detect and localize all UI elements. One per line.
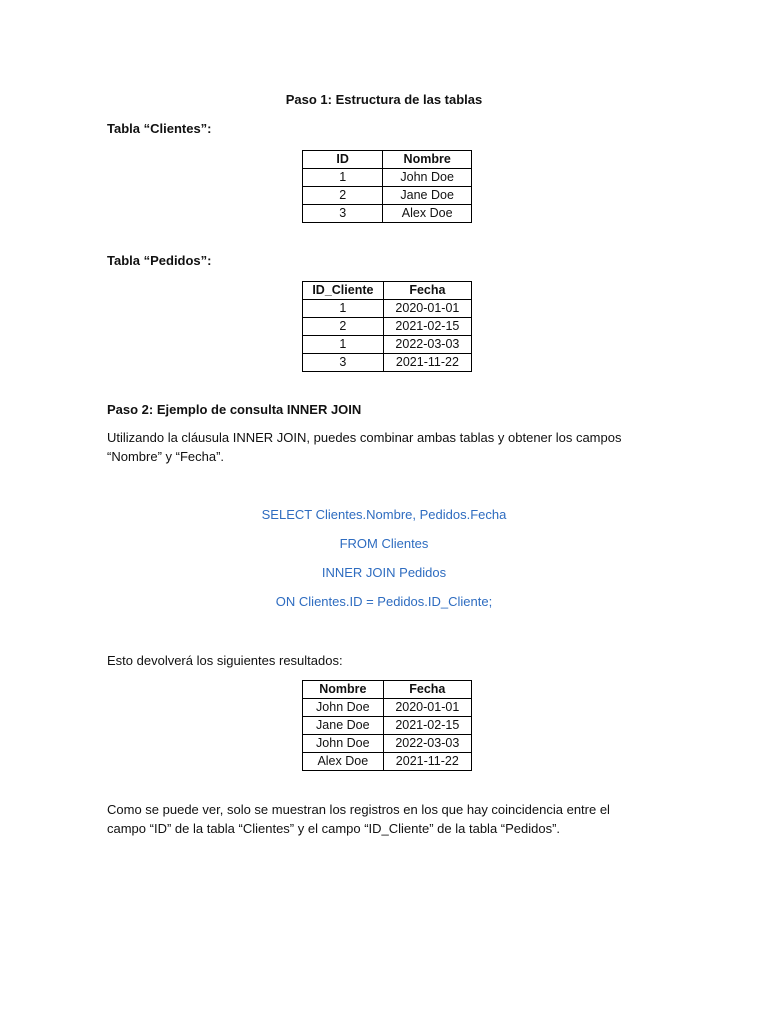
table-row bbox=[303, 300, 472, 318]
table-row bbox=[303, 187, 472, 205]
sql-line-join: INNER JOIN Pedidos bbox=[321, 565, 447, 580]
table-cell: John Doe bbox=[303, 735, 384, 753]
table-row bbox=[303, 205, 472, 223]
table-cell: 2020-01-01 bbox=[383, 699, 471, 717]
table-cell: John Doe bbox=[303, 699, 384, 717]
column-header: Nombre bbox=[303, 681, 384, 699]
table-cell: 2021-11-22 bbox=[383, 354, 471, 372]
results-table bbox=[302, 680, 472, 771]
table-cell: 2022-03-03 bbox=[383, 336, 471, 354]
table-row bbox=[303, 318, 472, 336]
table-row bbox=[303, 336, 472, 354]
table-header-row bbox=[303, 151, 472, 169]
column-header: ID bbox=[303, 151, 383, 169]
table-header-row bbox=[303, 282, 472, 300]
step2-paragraph-line2: “Nombre” y “Fecha”. bbox=[107, 449, 225, 464]
table-cell: 2021-11-22 bbox=[383, 753, 471, 771]
sql-line-on: ON Clientes.ID = Pedidos.ID_Cliente; bbox=[275, 594, 493, 609]
pedidos-table bbox=[302, 281, 472, 372]
table-cell: 3 bbox=[303, 354, 384, 372]
step2-title: Paso 2: Ejemplo de consulta INNER JOIN bbox=[107, 402, 362, 417]
table-cell: 2020-01-01 bbox=[383, 300, 471, 318]
clientes-table bbox=[302, 150, 472, 223]
table-cell: 1 bbox=[303, 336, 384, 354]
table-cell: John Doe bbox=[383, 169, 472, 187]
table-cell: 2 bbox=[303, 318, 384, 336]
table-cell: 2021-02-15 bbox=[383, 318, 471, 336]
table-cell: 3 bbox=[303, 205, 383, 223]
table-row bbox=[303, 169, 472, 187]
table-row bbox=[303, 354, 472, 372]
table-cell: 2022-03-03 bbox=[383, 735, 471, 753]
table-cell: 2021-02-15 bbox=[383, 717, 471, 735]
table-cell: Jane Doe bbox=[303, 717, 384, 735]
table-cell: 1 bbox=[303, 169, 383, 187]
column-header: Fecha bbox=[383, 681, 471, 699]
column-header: Fecha bbox=[383, 282, 471, 300]
sql-line-from: FROM Clientes bbox=[339, 536, 429, 551]
pedidos-label: Tabla “Pedidos”: bbox=[107, 253, 212, 268]
table-cell: Alex Doe bbox=[303, 753, 384, 771]
table-header-row bbox=[303, 681, 472, 699]
table-row bbox=[303, 753, 472, 771]
table-cell: 2 bbox=[303, 187, 383, 205]
step1-title: Paso 1: Estructura de las tablas bbox=[285, 92, 483, 107]
table-cell: Alex Doe bbox=[383, 205, 472, 223]
conclusion-line1: Como se puede ver, solo se muestran los registros en los que hay coincidencia entre el bbox=[107, 802, 610, 817]
sql-line-select: SELECT Clientes.Nombre, Pedidos.Fecha bbox=[261, 507, 507, 522]
table-cell: 1 bbox=[303, 300, 384, 318]
step2-paragraph-line1: Utilizando la cláusula INNER JOIN, puedes combinar ambas tablas y obtener los campos bbox=[107, 430, 622, 445]
results-intro: Esto devolverá los siguientes resultados: bbox=[107, 653, 343, 668]
table-cell: Jane Doe bbox=[383, 187, 472, 205]
column-header: ID_Cliente bbox=[303, 282, 384, 300]
conclusion-line2: campo “ID” de la tabla “Clientes” y el campo “ID_Cliente” de la tabla “Pedidos”. bbox=[107, 821, 561, 836]
clientes-label: Tabla “Clientes”: bbox=[107, 121, 212, 136]
table-row bbox=[303, 735, 472, 753]
column-header: Nombre bbox=[383, 151, 472, 169]
table-row bbox=[303, 699, 472, 717]
table-row bbox=[303, 717, 472, 735]
